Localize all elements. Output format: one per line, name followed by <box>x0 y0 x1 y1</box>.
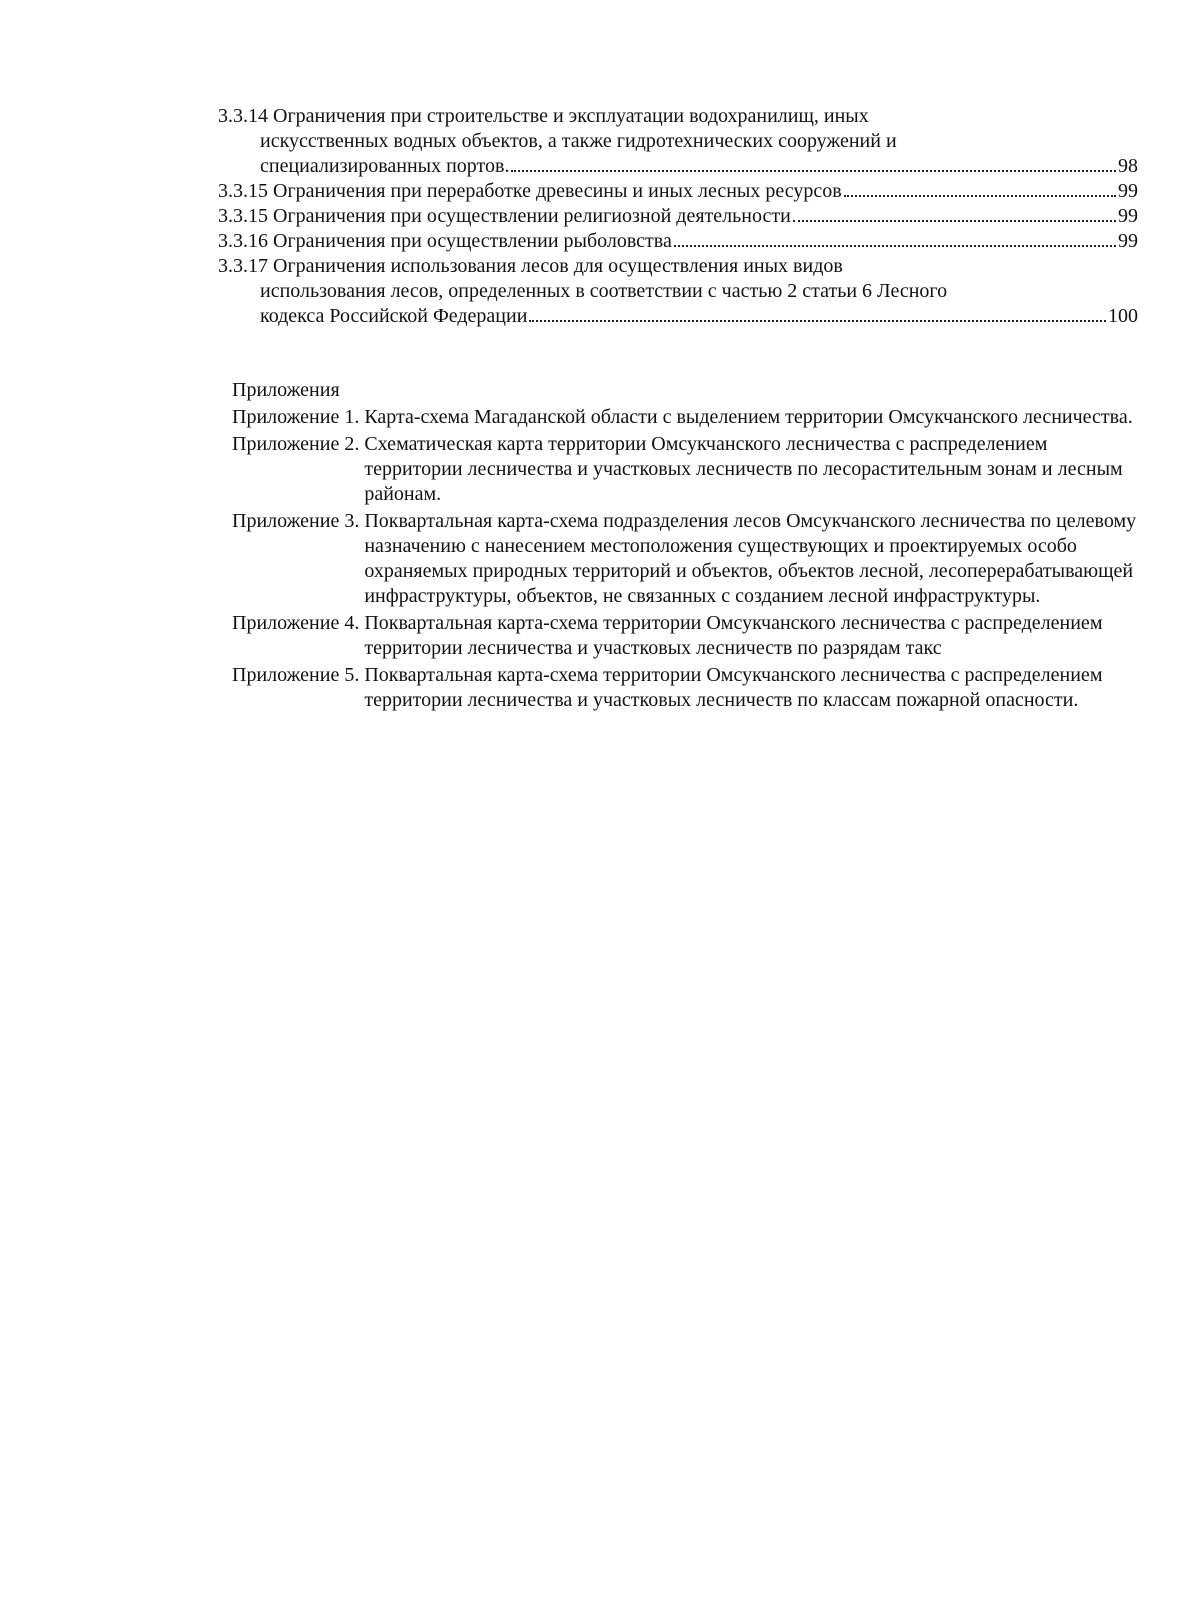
toc-entry-first-line <box>218 104 1138 129</box>
toc-page-number: 99 <box>1118 180 1138 202</box>
appendix-text: Карта-схема Магаданской области с выделением территории Омсукчанского лесничества. <box>364 406 1133 428</box>
toc-entry-3-3-15-b <box>218 204 1138 229</box>
toc-entry-number: 3.3.15 <box>218 180 268 202</box>
toc-entry-number: 3.3.16 <box>218 230 268 252</box>
toc-entry-number: 3.3.17 <box>218 255 268 277</box>
toc-entry-3-3-17 <box>218 254 1138 329</box>
appendix-item-5 <box>232 663 1142 713</box>
appendix-item-1 <box>232 405 1142 430</box>
toc-entry-3-3-14 <box>218 104 1138 179</box>
table-of-contents <box>218 104 1138 329</box>
toc-entry-title: Ограничения при осуществлении рыболовства <box>273 230 672 252</box>
appendix-label: Приложение 1. <box>232 406 360 428</box>
toc-page-number: 98 <box>1118 155 1138 177</box>
appendix-heading: Приложения <box>232 379 340 401</box>
toc-entry-3-3-15-a <box>218 179 1138 204</box>
toc-entry-title: Ограничения использования лесов для осуществления иных видов <box>273 255 843 277</box>
appendix-label: Приложение 2. <box>232 433 360 455</box>
toc-page-number: 99 <box>1118 205 1138 227</box>
appendix-label: Приложение 5. <box>232 664 360 686</box>
toc-entry-continuation: искусственных водных объектов, а также гидротехнических сооружений и <box>260 130 897 152</box>
appendix-label: Приложение 4. <box>232 612 360 634</box>
toc-entry-title-end: кодекса Российской Федерации <box>260 305 528 327</box>
appendix-text: Поквартальная карта-схема территории Омсукчанского лесничества с распределением территории лесничества и участковых лесничеств по разрядам такс <box>364 612 1103 659</box>
appendix-text: Поквартальная карта-схема подразделения лесов Омсукчанского лесничества по целевому назначению с нанесением местоположения существующих и проектируемых особо охраняемых природных территорий и объектов, объектов лесной, лесоперерабатывающей инфраструктуры, объектов, не связанных с созданием лесной инфраструктуры. <box>364 510 1137 607</box>
toc-entry-title: Ограничения при строительстве и эксплуатации водохранилищ, иных <box>273 105 869 127</box>
toc-entry-title-end: специализированных портов. <box>260 155 510 177</box>
toc-entry-number: 3.3.14 <box>218 105 268 127</box>
toc-entry-number: 3.3.15 <box>218 205 268 227</box>
appendix-list <box>232 378 1142 715</box>
appendix-item-3 <box>232 509 1142 609</box>
toc-page-number: 100 <box>1108 305 1138 327</box>
toc-entry-last-line <box>218 304 1138 329</box>
toc-entry-title: Ограничения при переработке древесины и иных лесных ресурсов <box>273 180 842 202</box>
toc-entry-title: Ограничения при осуществлении религиозной деятельности <box>273 205 791 227</box>
toc-entry-continuation: использования лесов, определенных в соответствии с частью 2 статьи 6 Лесного <box>260 280 948 302</box>
toc-dot-leader <box>511 170 1116 172</box>
toc-entry-3-3-16 <box>218 229 1138 254</box>
appendix-item-4 <box>232 611 1142 661</box>
toc-dot-leader <box>529 320 1106 322</box>
toc-dot-leader <box>793 220 1116 222</box>
appendix-text: Поквартальная карта-схема территории Омсукчанского лесничества с распределением территории лесничества и участковых лесничеств по классам пожарной опасности. <box>364 664 1103 711</box>
toc-entry-last-line <box>218 154 1138 179</box>
toc-dot-leader <box>674 245 1116 247</box>
toc-dot-leader <box>844 195 1116 197</box>
appendix-label: Приложение 3. <box>232 510 360 532</box>
appendix-item-2 <box>232 432 1142 507</box>
toc-page-number: 99 <box>1118 230 1138 252</box>
toc-entry-first-line <box>218 254 1138 279</box>
appendix-text: Схематическая карта территории Омсукчанского лесничества с распределением территории лесничества и участковых лесничеств по лесорастительным зонам и лесным районам. <box>364 433 1123 505</box>
